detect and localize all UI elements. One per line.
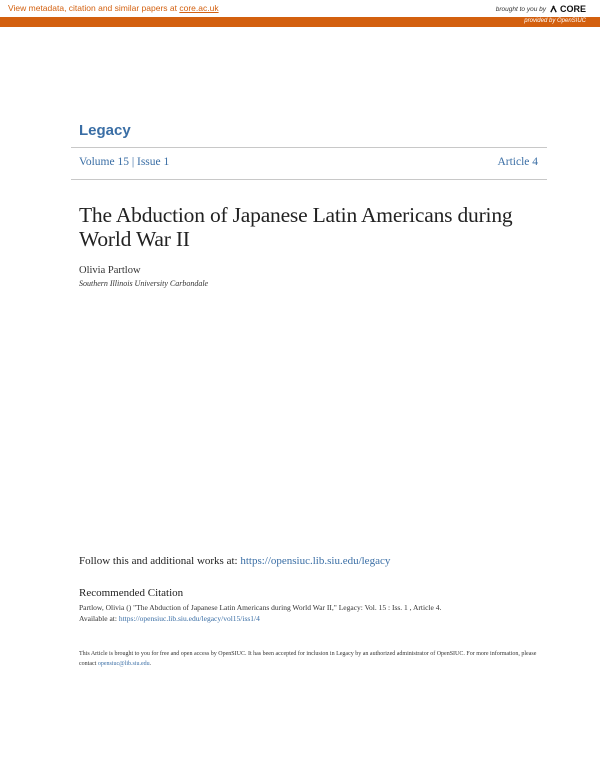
author-affiliation: Southern Illinois University Carbondale — [79, 279, 209, 288]
notice-suffix: . — [149, 661, 152, 667]
journal-name[interactable]: Legacy — [79, 122, 131, 139]
core-logo[interactable] — [549, 4, 586, 14]
follow-link[interactable]: https://opensiuc.lib.siu.edu/legacy — [240, 555, 391, 567]
follow-label: Follow this and additional works at: — [79, 555, 241, 567]
top-divider — [71, 147, 547, 148]
core-logo-icon — [549, 5, 558, 14]
brought-by-label: brought to you by — [495, 5, 546, 13]
core-link[interactable]: core.ac.uk — [179, 3, 219, 13]
bottom-divider — [71, 179, 547, 180]
available-label: Available at: — [79, 614, 119, 623]
follow-line — [79, 555, 390, 567]
citation-text — [79, 602, 441, 624]
core-metadata-label: View metadata, citation and similar papers at — [8, 3, 180, 13]
citation-line: Partlow, Olivia () "The Abduction of Japanese Latin Americans during World War II," Legacy: Vol. 15 : Iss. 1 , Article 4. — [79, 603, 442, 612]
core-metadata-text — [8, 3, 219, 13]
access-notice — [79, 649, 539, 669]
provided-by-text: provided by OpenSIUC — [524, 18, 586, 24]
citation-link[interactable]: https://opensiuc.lib.siu.edu/legacy/vol15/iss1/4 — [118, 614, 260, 623]
notice-text: This Article is brought to you for free and open access by OpenSIUC. It has been accepted for inclusion in Legacy by an authorized administrator of OpenSIUC. For more information, please contact — [79, 651, 537, 667]
core-banner — [0, 0, 600, 27]
contact-email-link[interactable]: opensiuc@lib.siu.edu — [97, 661, 150, 667]
article-number-link[interactable]: Article 4 — [497, 156, 538, 168]
core-brought-by — [496, 4, 586, 14]
volume-issue-link[interactable]: Volume 15 | Issue 1 — [79, 156, 170, 168]
recommended-citation-heading: Recommended Citation — [79, 587, 184, 599]
author-name: Olivia Partlow — [79, 265, 141, 276]
article-title: The Abduction of Japanese Latin Americans during World War II — [79, 203, 513, 251]
core-logo-text: CORE — [559, 4, 586, 14]
core-banner-strip — [0, 17, 600, 27]
citation-available-line — [79, 613, 441, 624]
